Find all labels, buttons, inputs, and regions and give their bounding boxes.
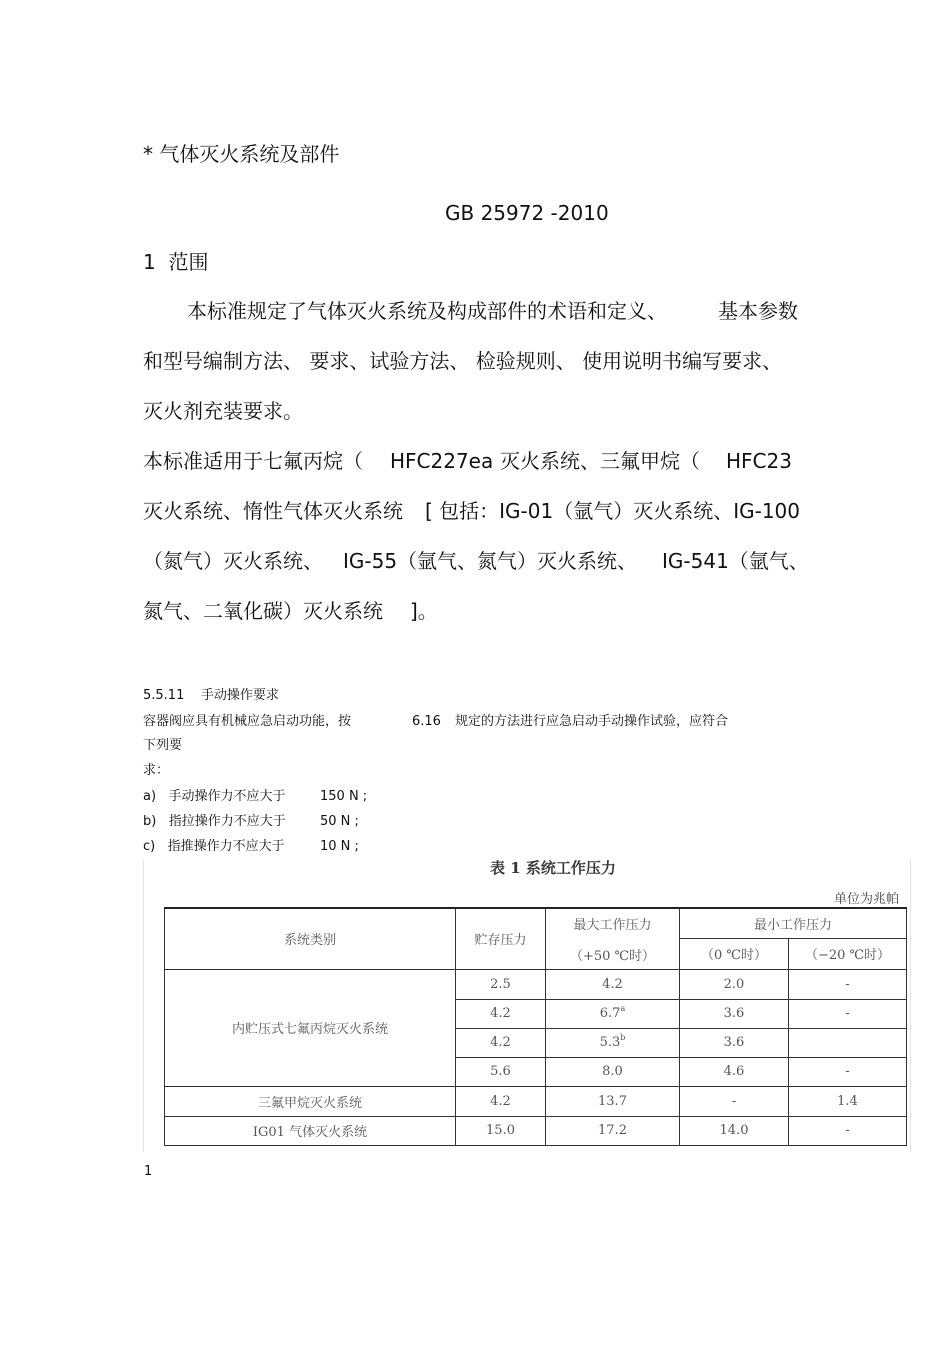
- clause-title: 手动操作要求: [200, 688, 279, 703]
- clause-text-1a: 容器阀应具有机械应急启动功能，按: [143, 714, 352, 729]
- header-min-neg20: （−20 ℃时）: [789, 938, 907, 969]
- standard-number: GB 25972 -2010: [445, 201, 609, 225]
- footnote-mark: a: [620, 1004, 626, 1014]
- section-heading: [143, 250, 208, 274]
- cell-min20: -: [789, 969, 907, 999]
- cell-max: [546, 1028, 680, 1057]
- cell-min20: 1.4: [789, 1086, 907, 1116]
- list-item: [143, 788, 285, 806]
- section-number: 1: [143, 250, 156, 274]
- header-max: [546, 908, 680, 969]
- table-row: [165, 1086, 907, 1116]
- list-item-label: a): [143, 789, 157, 804]
- cell-min0: 3.6: [680, 999, 789, 1028]
- clause-heading: [143, 687, 279, 705]
- table-row: [165, 1116, 907, 1145]
- list-item-value: 150 N ;: [320, 789, 368, 804]
- header-max-sub: （+50 ℃时）: [569, 948, 656, 964]
- cell-min20: -: [789, 1116, 907, 1145]
- cell-min0: 2.0: [680, 969, 789, 999]
- scope-p2-line1-b: HFC227ea: [390, 449, 494, 473]
- clause-text-2: 下列要: [143, 738, 183, 753]
- table-title: 表 1 系统工作压力: [490, 859, 616, 877]
- group-hfc227: 内贮压式七氟丙烷灭火系统: [165, 969, 456, 1086]
- scope-p2-line4-b: ]。: [410, 599, 438, 623]
- list-item-text: 指拉操作力不应大于: [168, 814, 286, 829]
- cell-max: [546, 999, 680, 1028]
- cell-max-value: 13.7: [598, 1093, 627, 1109]
- header-min: 最小工作压力: [680, 908, 907, 938]
- clause-number: 5.5.11: [143, 688, 185, 703]
- cell-storage: 15.0: [456, 1116, 546, 1145]
- scope-p2-line3-a: （氮气）灭火系统、: [143, 549, 323, 573]
- cell-min0: 14.0: [680, 1116, 789, 1145]
- cell-max: [546, 1086, 680, 1116]
- header-system: 系统类别: [165, 908, 456, 969]
- cell-storage: 2.5: [456, 969, 546, 999]
- cell-max-value: 17.2: [598, 1123, 627, 1139]
- cell-storage: 4.2: [456, 1086, 546, 1116]
- list-item: [143, 838, 285, 856]
- cell-min20: -: [789, 1057, 907, 1086]
- pressure-table: [164, 907, 907, 1146]
- scope-p2-line1-d: HFC23: [726, 449, 792, 473]
- cell-max: [546, 1116, 680, 1145]
- scope-p2-line2-a: 灭火系统、惰性气体灭火系统: [143, 499, 403, 523]
- cell-max: [546, 1057, 680, 1086]
- cell-max: [546, 969, 680, 999]
- cell-min20: -: [789, 999, 907, 1028]
- list-item-text: 指推操作力不应大于: [167, 839, 285, 854]
- cell-storage: 4.2: [456, 1028, 546, 1057]
- clause-text-3: 求：: [143, 763, 170, 778]
- group-hfc23: 三氟甲烷灭火系统: [165, 1086, 456, 1116]
- clause-text-1c: 规定的方法进行应急启动手动操作试验，应符合: [455, 714, 729, 729]
- list-item-text: 手动操作力不应大于: [168, 789, 286, 804]
- cell-min20: [789, 1028, 907, 1057]
- footnote-mark: b: [620, 1033, 626, 1043]
- list-item-label: c): [143, 839, 156, 854]
- scope-p2-line3-c: IG-541（氩气、: [662, 549, 809, 573]
- cell-max-value: 5.3: [599, 1035, 621, 1051]
- scope-p2-line1-a: 本标准适用于七氟丙烷（: [143, 449, 363, 473]
- list-item-label: b): [143, 814, 157, 829]
- cell-min0: 4.6: [680, 1057, 789, 1086]
- cell-max-value: 8.0: [602, 1064, 623, 1080]
- cell-storage: 5.6: [456, 1057, 546, 1086]
- cell-min0: 3.6: [680, 1028, 789, 1057]
- scope-p1-line2: 和型号编制方法、 要求、试验方法、 检验规则、 使用说明书编写要求、: [143, 349, 783, 373]
- page-number: 1: [144, 1164, 153, 1179]
- header-min-0: （0 ℃时）: [680, 938, 789, 969]
- header-storage: 贮存压力: [456, 908, 546, 969]
- cell-max-value: 4.2: [602, 976, 623, 992]
- cell-storage: 4.2: [456, 999, 546, 1028]
- scope-p1-line1: 本标准规定了气体灭火系统及构成部件的术语和定义、: [187, 299, 667, 323]
- cell-min0: -: [680, 1086, 789, 1116]
- list-item-value: 50 N ;: [320, 814, 359, 829]
- header-max-label: 最大工作压力: [573, 917, 652, 933]
- scope-p2-line4-a: 氮气、二氧化碳）灭火系统: [143, 599, 383, 623]
- scope-p2-line1-c: 灭火系统、三氟甲烷（: [500, 449, 700, 473]
- section-title: 范围: [168, 250, 209, 274]
- group-ig01: IG01 气体灭火系统: [165, 1116, 456, 1145]
- table-unit: 单位为兆帕: [834, 892, 900, 907]
- scope-p1-line1-end: 基本参数: [718, 299, 798, 323]
- table-row: [165, 969, 907, 999]
- clause-text-1b: 6.16: [412, 714, 441, 729]
- document-title: * 气体灭火系统及部件: [143, 142, 340, 166]
- scope-p2-line3-b: IG-55（氩气、氮气）灭火系统、: [343, 549, 638, 573]
- cell-max-value: 6.7: [599, 1006, 621, 1022]
- scope-p1-line3: 灭火剂充装要求。: [143, 399, 303, 423]
- list-item: [143, 813, 286, 831]
- list-item-value: 10 N ;: [320, 839, 359, 854]
- scope-p2-line2-b: [ 包括：IG-01（氩气）灭火系统、IG-100: [425, 499, 801, 523]
